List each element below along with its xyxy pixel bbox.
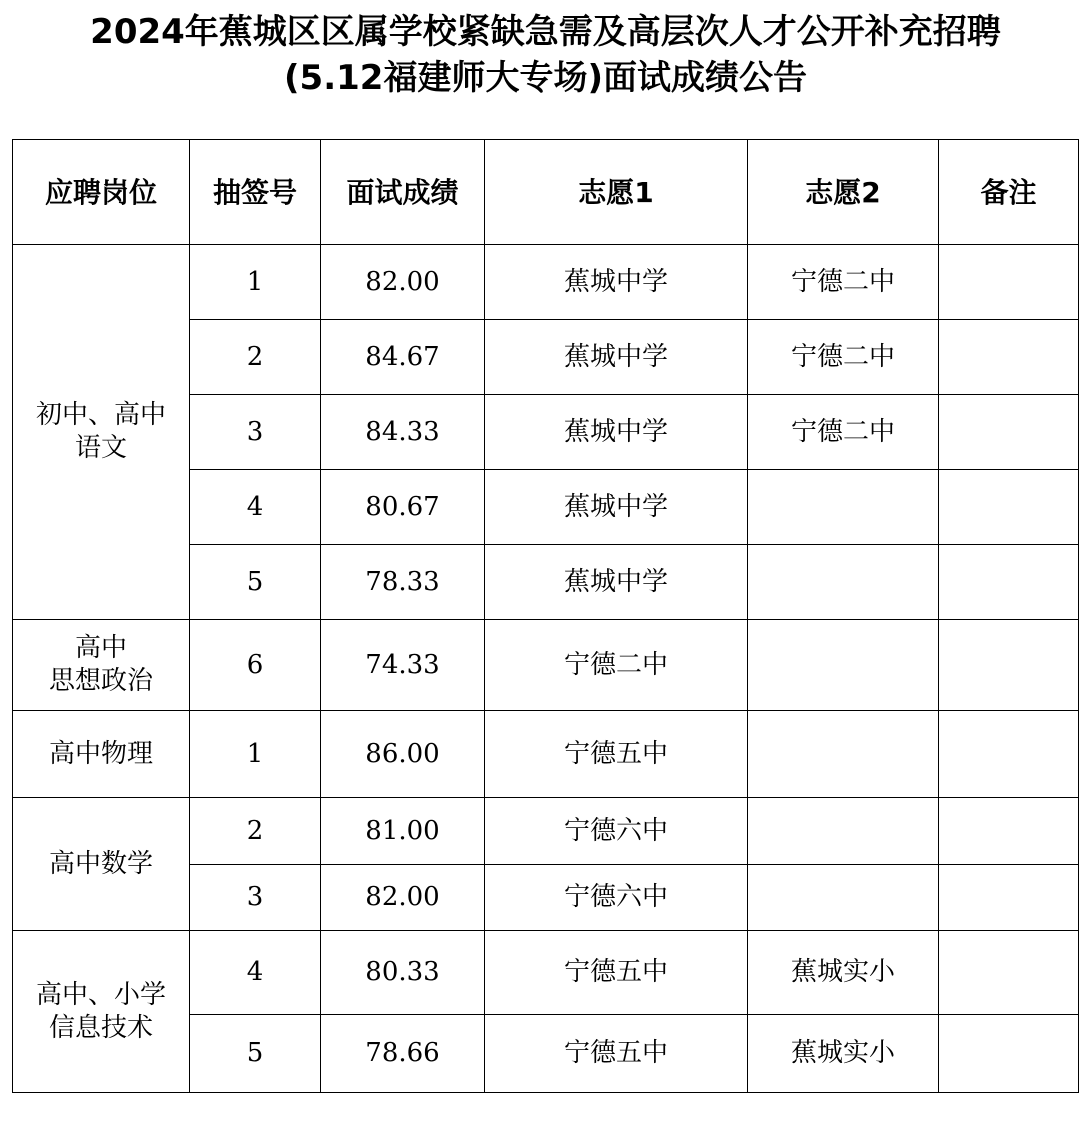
choice-1-cell: 宁德六中 bbox=[485, 865, 748, 931]
choice-2-cell bbox=[748, 470, 939, 545]
draw-number-cell: 5 bbox=[190, 545, 321, 620]
draw-number-cell: 3 bbox=[190, 865, 321, 931]
score-cell: 84.67 bbox=[321, 320, 485, 395]
position-line: 语文 bbox=[74, 433, 127, 463]
header-draw-number: 抽签号 bbox=[190, 140, 321, 245]
note-cell bbox=[939, 1015, 1079, 1093]
choice-2-cell: 蕉城实小 bbox=[748, 931, 939, 1015]
table-row bbox=[13, 798, 1079, 865]
page-title: 2024年蕉城区区属学校紧缺急需及高层次人才公开补充招聘 bbox=[90, 12, 1001, 52]
position-cell bbox=[13, 931, 190, 1093]
note-cell bbox=[939, 395, 1079, 470]
note-cell bbox=[939, 470, 1079, 545]
score-cell: 80.67 bbox=[321, 470, 485, 545]
note-cell bbox=[939, 620, 1079, 711]
note-cell bbox=[939, 931, 1079, 1015]
note-cell bbox=[939, 545, 1079, 620]
choice-1-cell: 蕉城中学 bbox=[485, 470, 748, 545]
draw-number-cell: 2 bbox=[190, 798, 321, 865]
choice-2-cell: 宁德二中 bbox=[748, 395, 939, 470]
draw-number-cell: 4 bbox=[190, 470, 321, 545]
position-line: 高中数学 bbox=[48, 848, 153, 879]
draw-number-cell: 6 bbox=[190, 620, 321, 711]
score-cell: 82.00 bbox=[321, 245, 485, 320]
choice-2-cell: 宁德二中 bbox=[748, 245, 939, 320]
choice-1-cell: 宁德二中 bbox=[485, 620, 748, 711]
draw-number-cell: 4 bbox=[190, 931, 321, 1015]
position-cell bbox=[13, 798, 190, 931]
choice-1-cell: 宁德五中 bbox=[485, 931, 748, 1015]
score-cell: 80.33 bbox=[321, 931, 485, 1015]
position-cell bbox=[13, 245, 190, 620]
choice-2-cell bbox=[748, 798, 939, 865]
header-note: 备注 bbox=[939, 140, 1079, 245]
choice-1-cell: 蕉城中学 bbox=[485, 245, 748, 320]
score-cell: 74.33 bbox=[321, 620, 485, 711]
note-cell bbox=[939, 865, 1079, 931]
choice-1-cell: 宁德五中 bbox=[485, 711, 748, 798]
score-cell: 84.33 bbox=[321, 395, 485, 470]
draw-number-cell: 5 bbox=[190, 1015, 321, 1093]
choice-2-cell: 宁德二中 bbox=[748, 320, 939, 395]
header-interview-score: 面试成绩 bbox=[321, 140, 485, 245]
header-position: 应聘岗位 bbox=[13, 140, 190, 245]
choice-2-cell bbox=[748, 865, 939, 931]
position-line: 思想政治 bbox=[48, 666, 153, 696]
draw-number-cell: 1 bbox=[190, 245, 321, 320]
note-cell bbox=[939, 320, 1079, 395]
page-subtitle: (5.12福建师大专场)面试成绩公告 bbox=[284, 58, 807, 98]
table-row bbox=[13, 245, 1079, 320]
table-row bbox=[13, 931, 1079, 1015]
choice-1-cell: 宁德五中 bbox=[485, 1015, 748, 1093]
choice-2-cell: 蕉城实小 bbox=[748, 1015, 939, 1093]
note-cell bbox=[939, 798, 1079, 865]
position-line: 高中物理 bbox=[48, 738, 153, 769]
position-line: 初中、高中 bbox=[35, 400, 166, 430]
choice-1-cell: 蕉城中学 bbox=[485, 545, 748, 620]
choice-1-cell: 蕉城中学 bbox=[485, 395, 748, 470]
table-header-row bbox=[13, 140, 1079, 245]
header-choice-1: 志愿1 bbox=[485, 140, 748, 245]
table-row bbox=[13, 620, 1079, 711]
choice-2-cell bbox=[748, 620, 939, 711]
score-cell: 81.00 bbox=[321, 798, 485, 865]
interview-score-table bbox=[12, 139, 1079, 1093]
position-line: 高中 bbox=[74, 633, 127, 663]
position-cell bbox=[13, 620, 190, 711]
position-line: 高中、小学 bbox=[35, 979, 166, 1010]
choice-2-cell bbox=[748, 545, 939, 620]
draw-number-cell: 1 bbox=[190, 711, 321, 798]
header-choice-2: 志愿2 bbox=[748, 140, 939, 245]
draw-number-cell: 3 bbox=[190, 395, 321, 470]
position-line: 信息技术 bbox=[48, 1012, 153, 1043]
choice-1-cell: 蕉城中学 bbox=[485, 320, 748, 395]
score-cell: 82.00 bbox=[321, 865, 485, 931]
choice-1-cell: 宁德六中 bbox=[485, 798, 748, 865]
note-cell bbox=[939, 711, 1079, 798]
note-cell bbox=[939, 245, 1079, 320]
score-cell: 86.00 bbox=[321, 711, 485, 798]
draw-number-cell: 2 bbox=[190, 320, 321, 395]
score-cell: 78.33 bbox=[321, 545, 485, 620]
score-cell: 78.66 bbox=[321, 1015, 485, 1093]
choice-2-cell bbox=[748, 711, 939, 798]
table-row bbox=[13, 711, 1079, 798]
position-cell bbox=[13, 711, 190, 798]
